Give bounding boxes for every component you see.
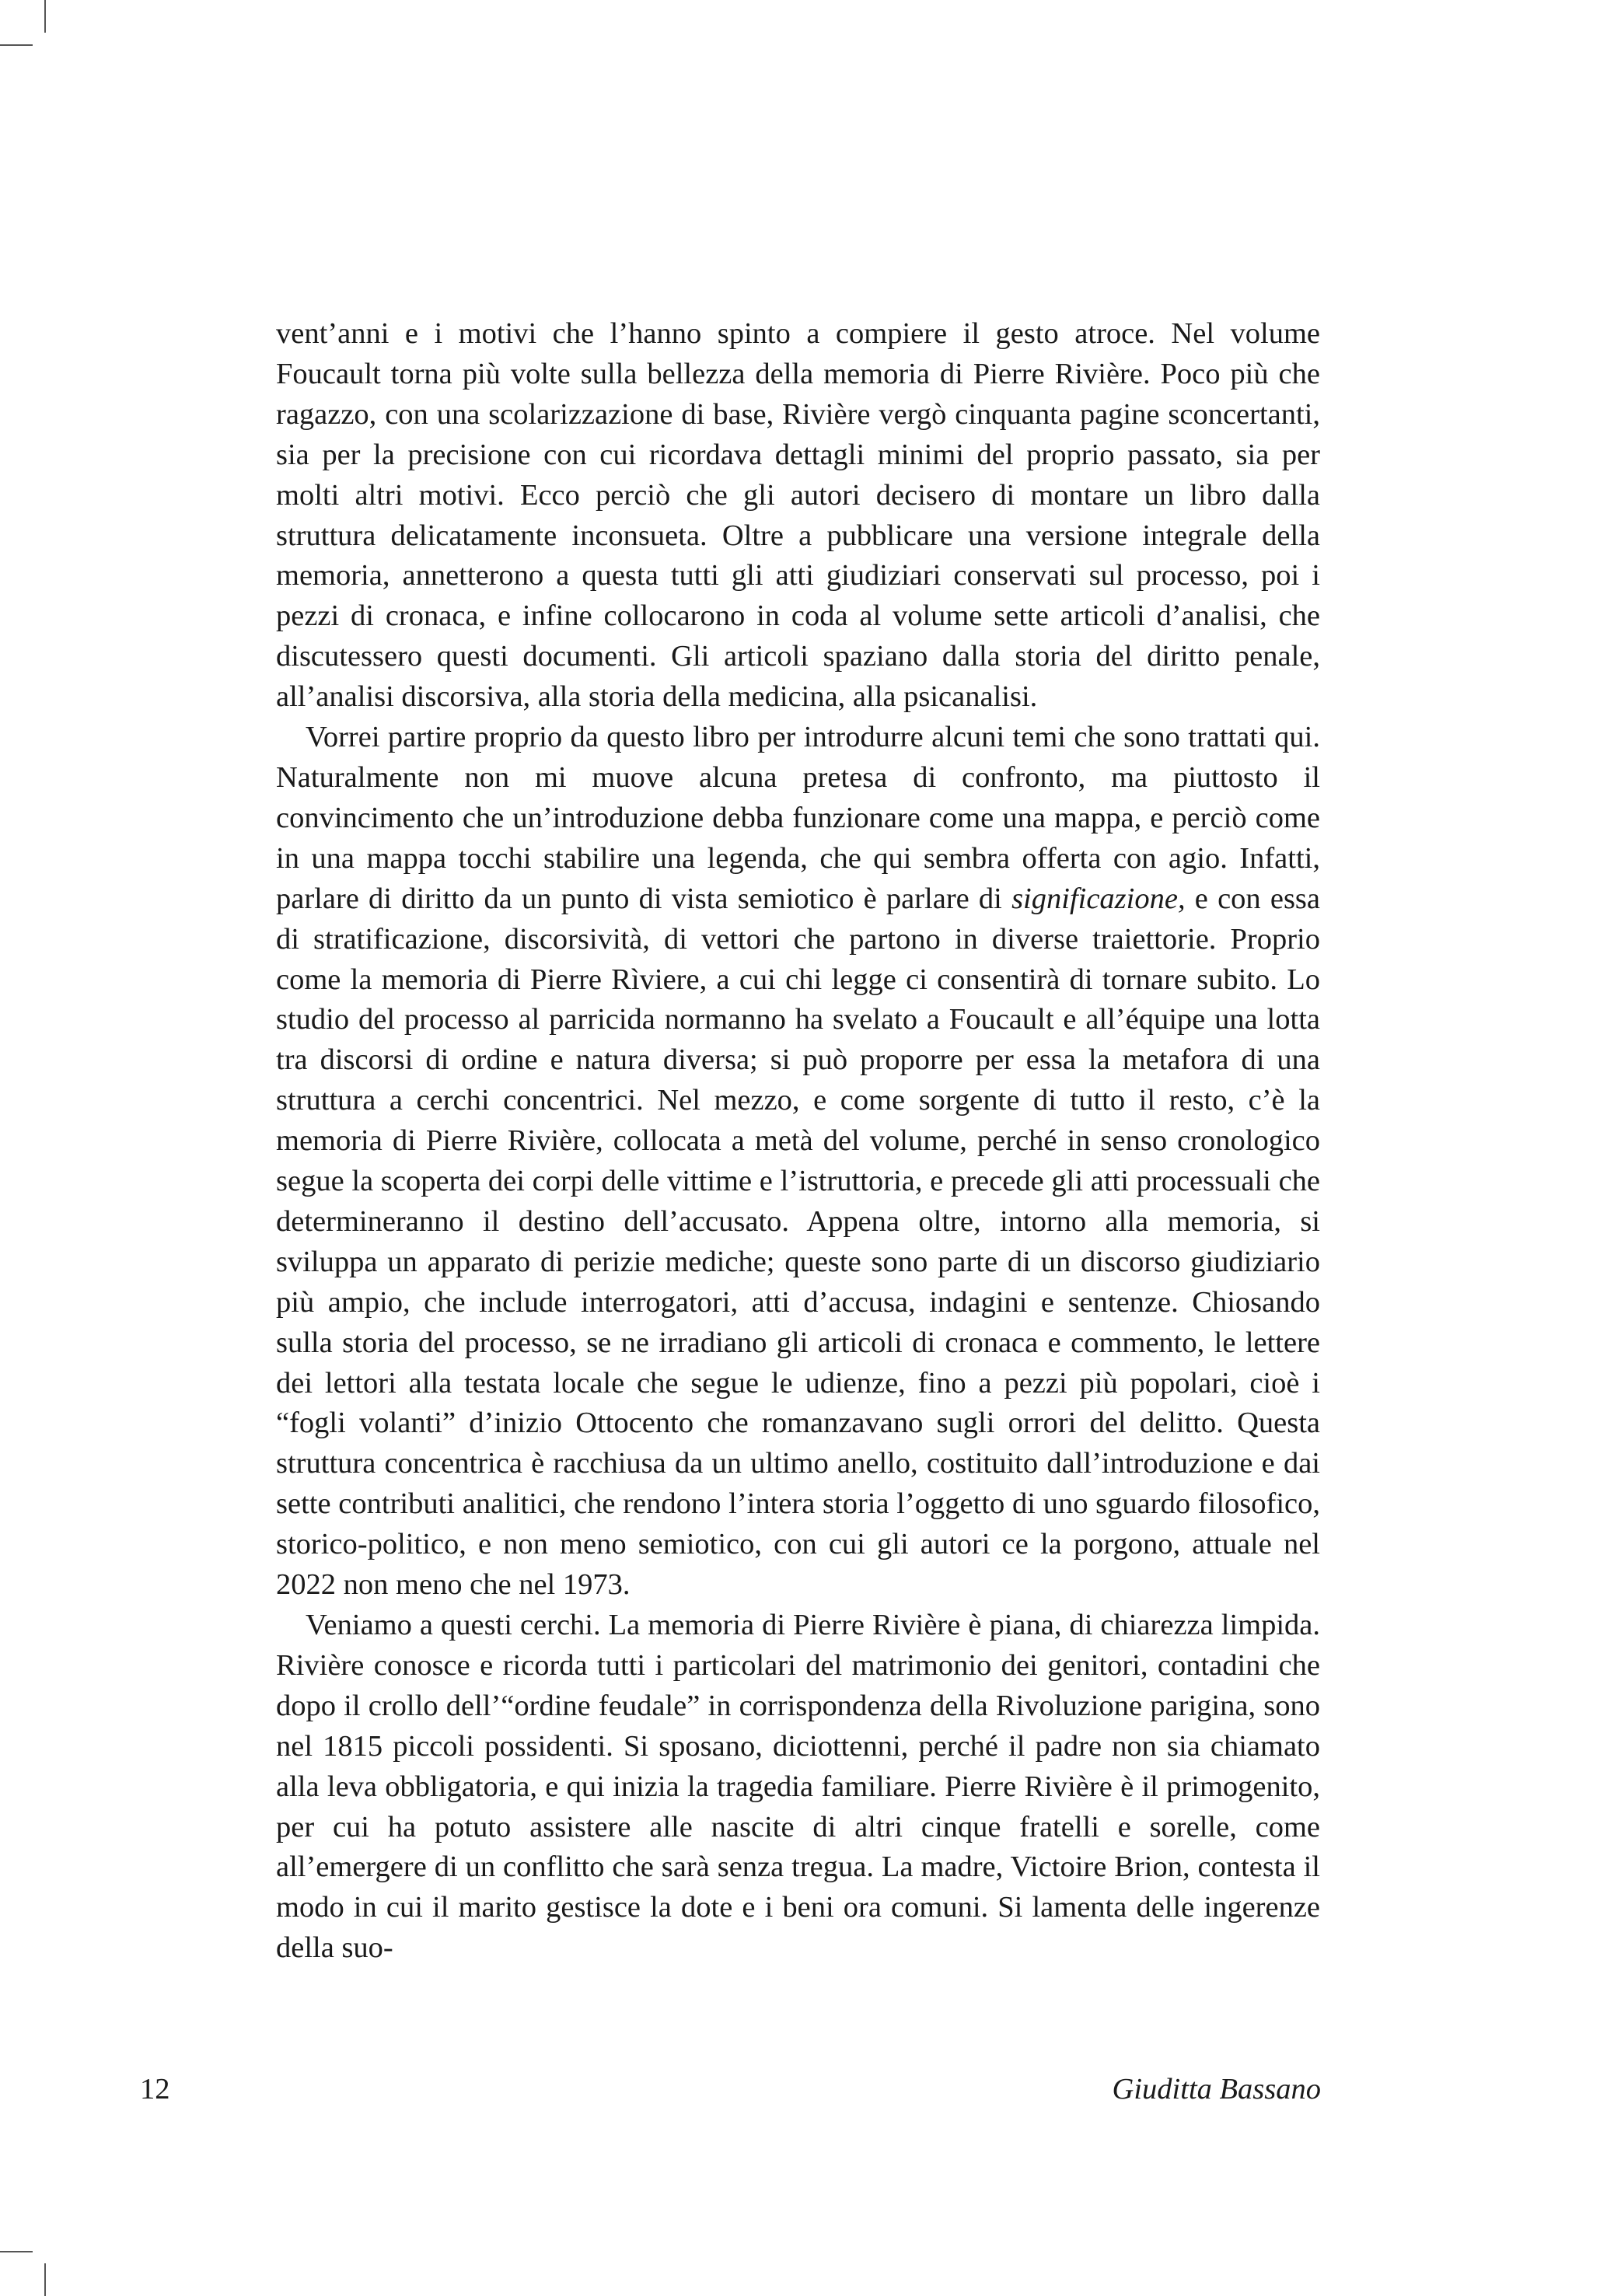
crop-mark-bottom-left xyxy=(44,2263,46,2296)
running-author: Giuditta Bassano xyxy=(1112,2073,1321,2106)
body-text xyxy=(276,314,1320,1969)
italic-term: significazione, xyxy=(1011,882,1186,915)
crop-mark-top-left xyxy=(44,0,46,33)
page-number: 12 xyxy=(140,2073,170,2106)
paragraph xyxy=(276,314,1320,718)
text-run: Vorrei partire proprio da questo libro per introdurre alcuni temi che sono trattati qui. Naturalmente non mi muove alcuna pretesa di confronto, ma piuttosto il convincimento che un’introduzione debba funzionare come una mappa, e perciò come in una mappa tocchi stabilire una legenda, che qui sembra offerta con agio. Infatti, parlare di diritto da un punto di vista semiotico è parlare di xyxy=(276,721,1320,915)
paragraph xyxy=(276,1606,1320,1969)
text-run: vent’anni e i motivi che l’hanno spinto a compiere il gesto atroce. Nel volume Foucault torna più volte sulla bellezza della memoria di Pierre Rivière. Poco più che ragazzo, con una scolarizzazione di base, Rivière vergò cinquanta pagine sconcertanti, sia per la precisione con cui ricordava dettagli minimi del proprio passato, sia per molti altri motivi. Ecco perciò che gli autori decisero di montare un libro dalla struttura delicatamente inconsueta. Oltre a pubblicare una versione integrale della memoria, annetterono a questa tutti gli atti giudiziari conservati sul processo, poi i pezzi di cronaca, e infine collocarono in coda al volume sette articoli d’analisi, che discutessero questi documenti. Gli articoli spaziano dalla storia del diritto penale, all’analisi discorsiva, alla storia della medicina, alla psicanalisi. xyxy=(276,317,1320,714)
crop-mark-bottom-left-h xyxy=(0,2251,33,2252)
crop-mark-top-left-h xyxy=(0,44,33,46)
paragraph xyxy=(276,718,1320,1606)
text-run: e con essa di stratificazione, discorsività, di vettori che partono in diverse traiettorie. Proprio come la memoria di Pierre Rìviere, a cui chi legge ci consentirà di tornare subito. Lo studio del processo al parricida normanno ha svelato a Foucault e all’équipe una lotta tra discorsi di ordine e natura diversa; si può proporre per essa la metafora di una struttura a cerchi concentrici. Nel mezzo, e come sorgente di tutto il resto, c’è la memoria di Pierre Rivière, collocata a metà del volume, perché in senso cronologico segue la scoperta dei corpi delle vittime e l’istruttoria, e precede gli atti processuali che determineranno il destino dell’accusato. Appena oltre, intorno alla memoria, si sviluppa un apparato di perizie mediche; queste sono parte di un discorso giudiziario più ampio, che include interrogatori, atti d’accusa, indagini e sentenze. Chiosando sulla storia del processo, se ne irradiano gli articoli di cronaca e commento, le lettere dei lettori alla testata locale che segue le udienze, fino a pezzi più popolari, cioè i “fogli volanti” d’inizio Ottocento che romanzavano sugli orrori del delitto. Questa struttura concentrica è racchiusa da un ultimo anello, costituito dall’introduzione e dai sette contributi analitici, che rendono l’intera storia l’oggetto di uno sguardo filosofico, storico-politico, e non meno semiotico, con cui gli autori ce la porgono, attuale nel 2022 non meno che nel 1973. xyxy=(276,882,1320,1602)
text-run: Veniamo a questi cerchi. La memoria di Pierre Rivière è piana, di chiarezza limpida. Rivière conosce e ricorda tutti i particolari del matrimonio dei genitori, contadini che dopo il crollo dell’“ordine feudale” in corrispondenza della Rivoluzione parigina, sono nel 1815 piccoli possidenti. Si sposano, diciottenni, perché il padre non sia chiamato alla leva obbligatoria, e qui inizia la tragedia familiare. Pierre Rivière è il primogenito, per cui ha potuto assistere alle nascite di altri cinque fratelli e sorelle, come all’emergere di un conflitto che sarà senza tregua. La madre, Victoire Brion, contesta il modo in cui il marito gestisce la dote e i beni ora comuni. Si lamenta delle ingerenze della suo- xyxy=(276,1609,1320,1965)
